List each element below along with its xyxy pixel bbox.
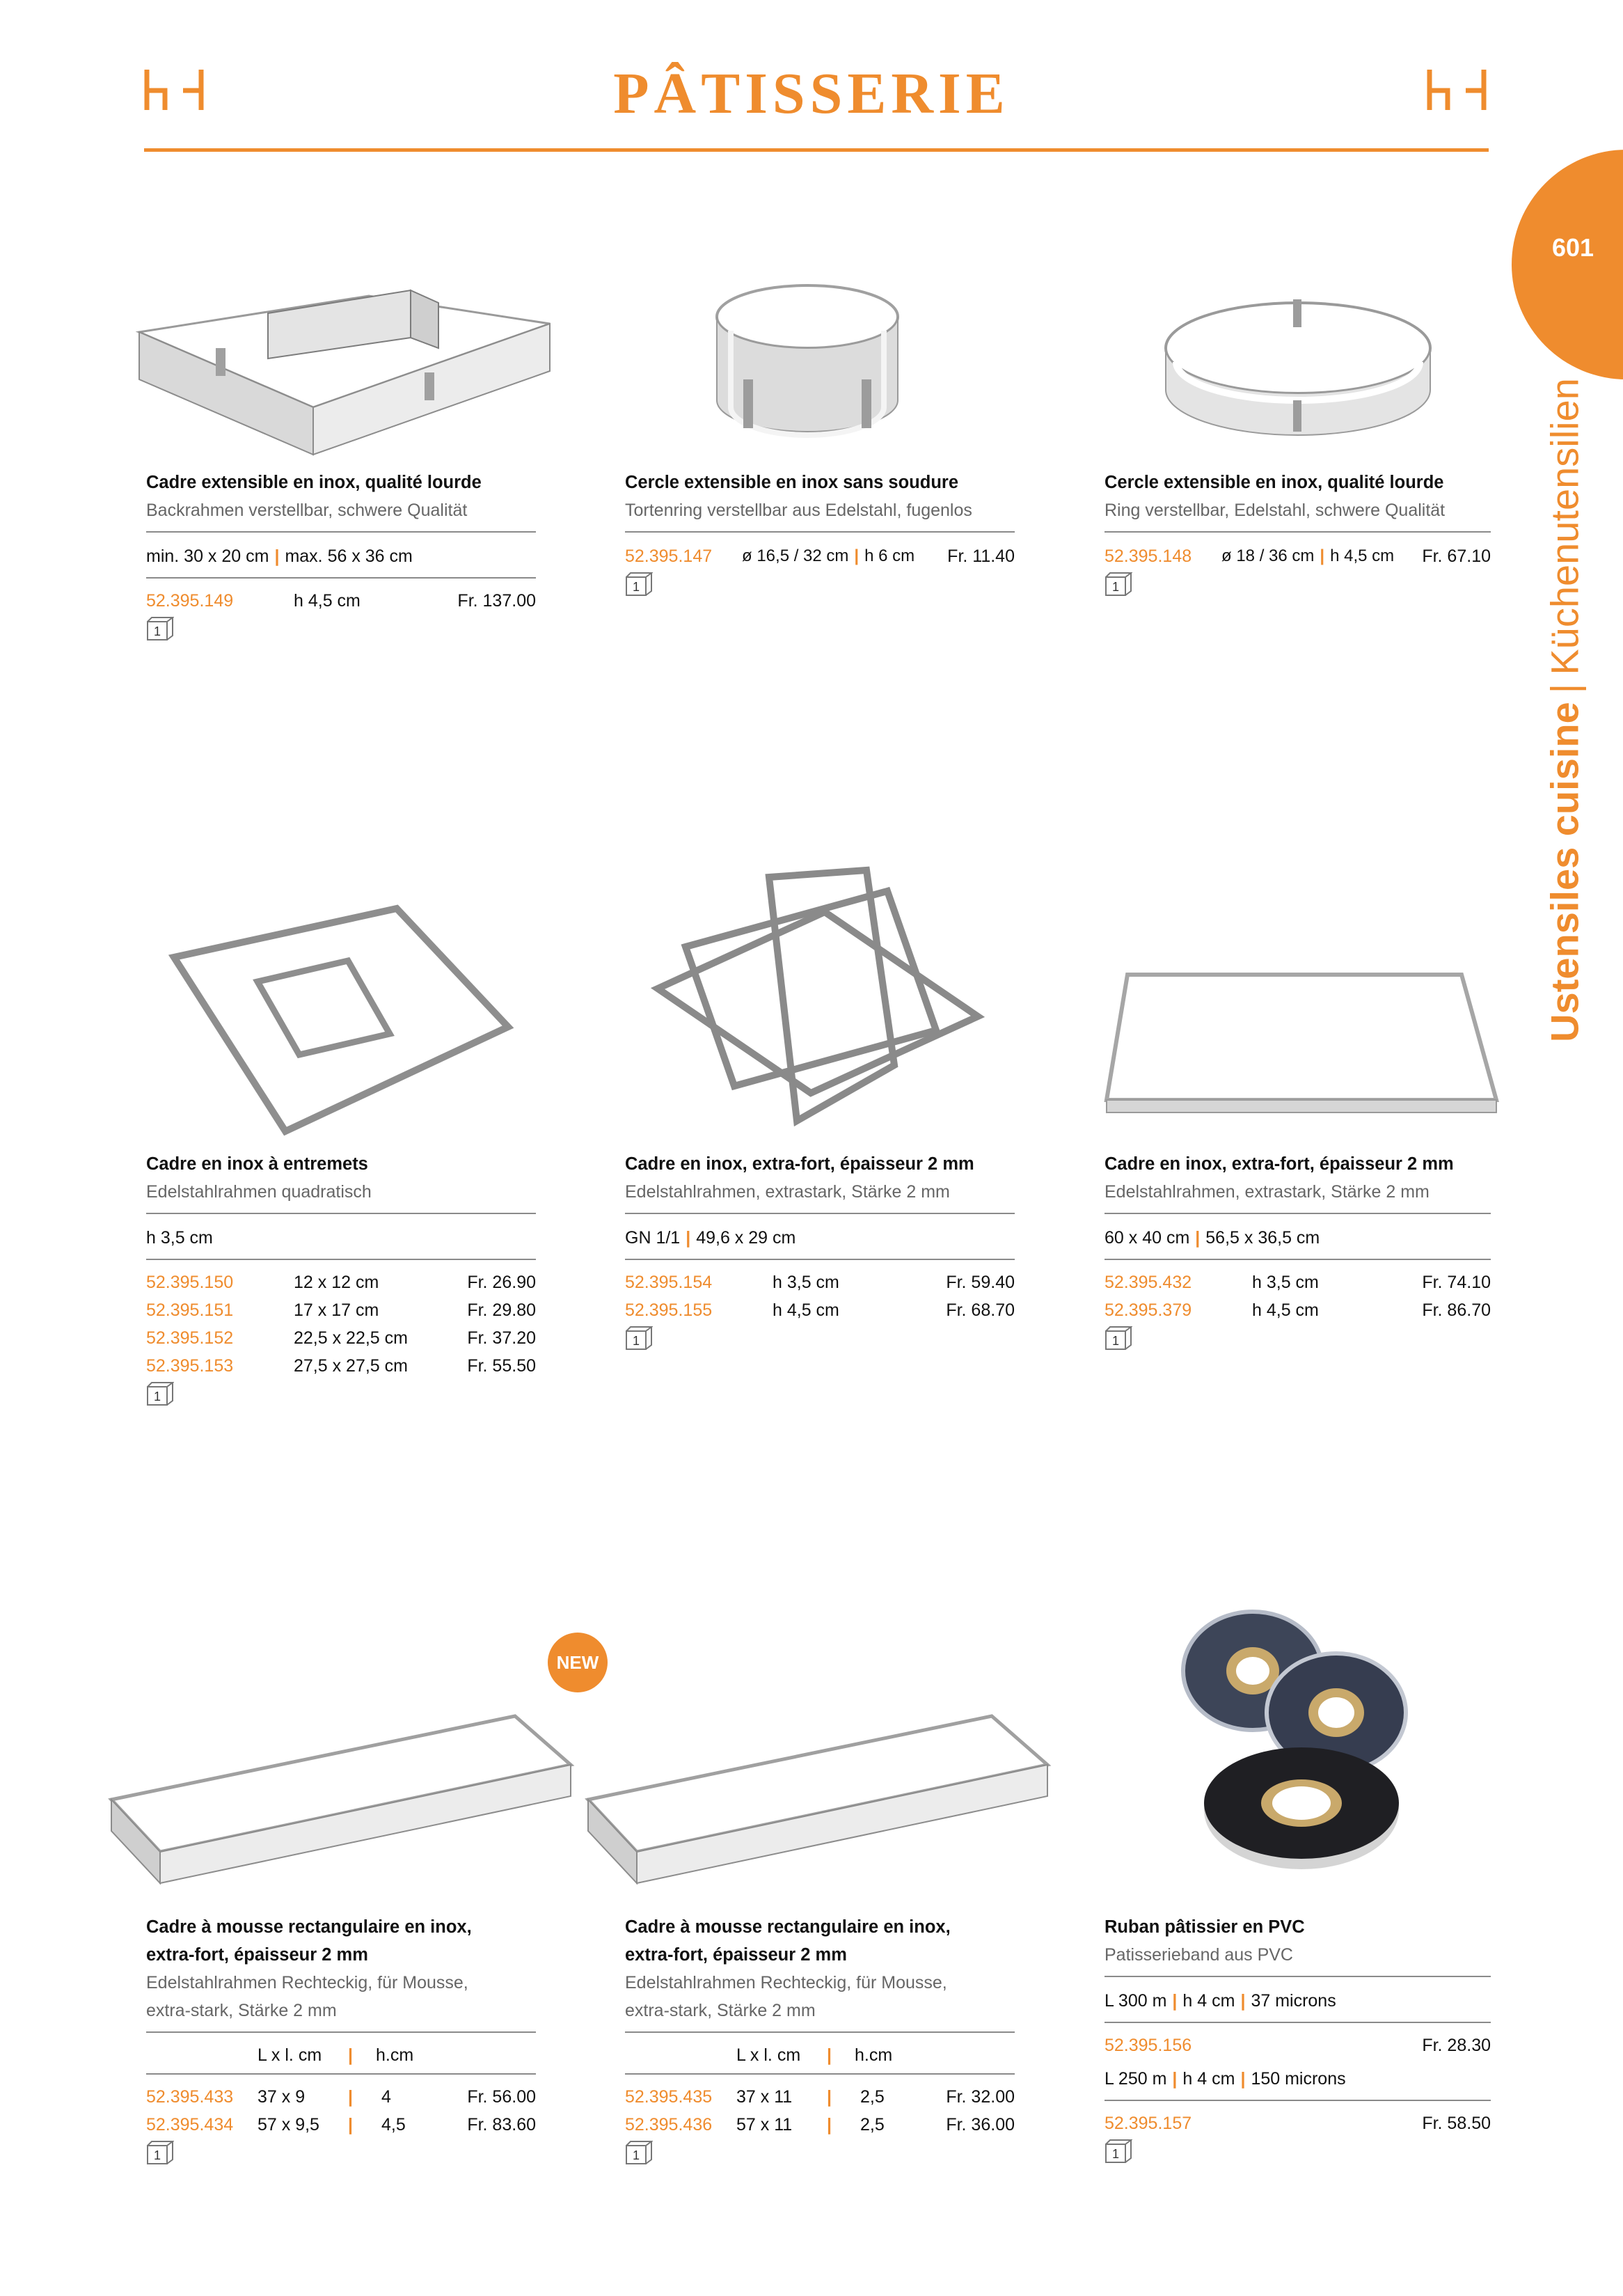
spec-height: h 4,5 cm xyxy=(1330,547,1395,565)
price-row xyxy=(1105,2031,1491,2059)
hd-logo-right xyxy=(1427,68,1489,111)
product-spec xyxy=(1221,542,1422,570)
product-image-expandable-ring xyxy=(703,275,912,456)
product-gn-frames xyxy=(625,1150,1015,1358)
product-spec xyxy=(1105,2059,1491,2093)
article-number: 52.395.433 xyxy=(146,2087,234,2107)
price-row xyxy=(625,2083,1015,2111)
height: 2,5 xyxy=(860,2115,885,2134)
product-subtitle: Edelstahlrahmen, extrastark, Stärke 2 mm xyxy=(1105,1182,1430,1202)
row-separator: | xyxy=(827,2115,832,2134)
product-title: Cadre en inox à entremets xyxy=(146,1154,368,1174)
product-mousse-frame-2 xyxy=(625,1913,1015,2172)
table-header xyxy=(146,2033,536,2069)
article-number: 52.395.147 xyxy=(625,547,713,566)
product-subtitle: Tortenring verstellbar aus Edelstahl, fugenlos xyxy=(625,501,972,520)
price-row xyxy=(1105,1296,1491,1324)
section-separator: | xyxy=(1542,683,1587,694)
spec-length: L 250 m xyxy=(1105,2069,1167,2089)
spec-height: h 6 cm xyxy=(864,547,915,565)
row-separator: | xyxy=(348,2087,353,2107)
article-number: 52.395.151 xyxy=(146,1300,234,1320)
product-subtitle: Edelstahlrahmen quadratisch xyxy=(146,1182,372,1202)
pack-unit-icon xyxy=(146,2140,173,2164)
product-subtitle: Backrahmen verstellbar, schwere Qualität xyxy=(146,501,468,520)
spec-separator: | xyxy=(854,547,860,565)
article-number: 52.395.379 xyxy=(1105,1300,1192,1320)
pack-unit-icon xyxy=(146,616,173,640)
price-row xyxy=(1105,2109,1491,2137)
article-number: 52.395.152 xyxy=(146,1328,234,1348)
price: Fr. 67.10 xyxy=(1422,547,1491,566)
article-number: 52.395.157 xyxy=(1105,2114,1192,2133)
svg-text:1: 1 xyxy=(154,1390,161,1403)
product-adjustable-frame xyxy=(146,469,536,648)
dimension: 17 x 17 cm xyxy=(294,1300,379,1320)
spec-height: h 4 cm xyxy=(1182,1991,1235,2011)
product-square-frames xyxy=(146,1150,536,1413)
svg-text:1: 1 xyxy=(633,580,640,594)
dimension: h 4,5 cm xyxy=(773,1300,839,1320)
dimension: h 4,5 cm xyxy=(1252,1300,1319,1320)
dimension: h 4,5 cm xyxy=(294,591,361,611)
product-spec xyxy=(1105,1977,1491,2015)
spec-max: max. 56 x 36 cm xyxy=(285,547,413,566)
product-image-pvc-ribbon xyxy=(1169,1601,1434,1880)
page-tab xyxy=(1512,150,1623,379)
price: Fr. 56.00 xyxy=(467,2087,536,2107)
spec-height: h 4 cm xyxy=(1182,2069,1235,2089)
price-row xyxy=(625,533,1015,570)
spec-diameter: ø 18 / 36 cm xyxy=(1221,547,1315,565)
svg-text:1: 1 xyxy=(154,624,161,638)
article-number: 52.395.149 xyxy=(146,591,234,611)
price-row xyxy=(625,1296,1015,1324)
product-title: Cadre en inox, extra-fort, épaisseur 2 mm xyxy=(625,1154,974,1174)
product-mousse-frame-1 xyxy=(146,1913,536,2172)
column-separator: | xyxy=(827,2045,832,2065)
spec-separator: | xyxy=(1172,2069,1178,2089)
dimension: h 3,5 cm xyxy=(773,1273,839,1292)
pack-unit-icon xyxy=(146,1381,173,1405)
dimension: 57 x 11 xyxy=(736,2115,793,2134)
spec-diameter: ø 16,5 / 32 cm xyxy=(742,547,849,565)
price: Fr. 37.20 xyxy=(467,1328,536,1348)
spec-separator: | xyxy=(1320,547,1325,565)
dimension: h 3,5 cm xyxy=(1252,1273,1319,1292)
price-row xyxy=(1105,533,1491,570)
product-spec xyxy=(146,533,536,570)
height: 4,5 xyxy=(381,2115,406,2134)
column-lxl: L x l. cm xyxy=(258,2045,322,2065)
price: Fr. 32.00 xyxy=(946,2087,1015,2107)
price: Fr. 26.90 xyxy=(467,1273,536,1292)
price: Fr. 11.40 xyxy=(947,547,1015,566)
height: 4 xyxy=(381,2087,391,2107)
column-height: h.cm xyxy=(376,2045,414,2065)
price-row xyxy=(146,1352,536,1380)
product-large-frame xyxy=(1105,1150,1491,1358)
spec-min: min. 30 x 20 cm xyxy=(146,547,269,566)
product-pvc-ribbon xyxy=(1105,1913,1491,2171)
spec-separator: | xyxy=(1172,1991,1178,2011)
column-separator: | xyxy=(348,2045,353,2065)
column-lxl: L x l. cm xyxy=(736,2045,801,2065)
spec-separator: | xyxy=(274,547,280,566)
article-number: 52.395.153 xyxy=(146,1356,234,1376)
product-subtitle-line-1: Edelstahlrahmen Rechteckig, für Mousse, xyxy=(625,1973,947,1992)
product-spec xyxy=(1105,1214,1491,1252)
dimension: 37 x 9 xyxy=(258,2087,306,2107)
price-row xyxy=(625,1268,1015,1296)
section-label-fr: Ustensiles cuisine xyxy=(1542,702,1587,1042)
dimension: 12 x 12 cm xyxy=(294,1273,379,1292)
product-image-large-frame xyxy=(1100,961,1503,1121)
product-subtitle: Edelstahlrahmen, extrastark, Stärke 2 mm xyxy=(625,1182,950,1202)
product-subtitle-line-2: extra-stark, Stärke 2 mm xyxy=(625,2001,816,2020)
spec-separator: | xyxy=(1240,2069,1246,2089)
article-number: 52.395.156 xyxy=(1105,2036,1192,2055)
product-image-mousse-frame-2 xyxy=(581,1702,1054,1890)
product-spec: h 3,5 cm xyxy=(146,1228,213,1248)
pack-unit-icon xyxy=(1105,1326,1131,1349)
spec-inner: 56,5 x 36,5 cm xyxy=(1205,1228,1320,1248)
price: Fr. 28.30 xyxy=(1422,2036,1491,2055)
section-label-de: Küchenutensilien xyxy=(1542,378,1587,675)
product-title-line-2: extra-fort, épaisseur 2 mm xyxy=(625,1945,847,1965)
page-title: PÂTISSERIE xyxy=(613,61,1010,126)
product-title-line-1: Cadre à mousse rectangulaire en inox, xyxy=(146,1917,472,1937)
price: Fr. 86.70 xyxy=(1422,1300,1491,1320)
price: Fr. 74.10 xyxy=(1422,1273,1491,1292)
product-spec xyxy=(742,542,947,570)
article-number: 52.395.432 xyxy=(1105,1273,1192,1292)
product-title-line-1: Cadre à mousse rectangulaire en inox, xyxy=(625,1917,951,1937)
price: Fr. 137.00 xyxy=(457,591,536,611)
header-rule xyxy=(144,148,1489,152)
svg-text:1: 1 xyxy=(1112,2147,1120,2161)
price-row xyxy=(146,587,536,615)
product-image-heavy-ring xyxy=(1155,285,1441,446)
spec-separator: | xyxy=(1240,1991,1246,2011)
pack-unit-icon xyxy=(625,572,651,595)
price-row xyxy=(146,1324,536,1352)
price: Fr. 59.40 xyxy=(946,1273,1015,1292)
product-image-gn-frames xyxy=(644,856,992,1135)
table-header xyxy=(625,2033,1015,2069)
article-number: 52.395.150 xyxy=(146,1273,234,1292)
spec-outer: 60 x 40 cm xyxy=(1105,1228,1190,1248)
pack-unit-icon xyxy=(625,2140,651,2164)
svg-text:1: 1 xyxy=(633,1334,640,1348)
spec-thickness: 150 microns xyxy=(1251,2069,1346,2089)
dimension: 27,5 x 27,5 cm xyxy=(294,1356,408,1376)
price-row xyxy=(146,2083,536,2111)
product-spec xyxy=(625,1214,1015,1252)
article-number: 52.395.435 xyxy=(625,2087,713,2107)
product-image-mousse-frame-1 xyxy=(104,1702,578,1890)
product-subtitle: Patisserieband aus PVC xyxy=(1105,1945,1293,1965)
spec-separator: | xyxy=(686,1228,691,1248)
column-height: h.cm xyxy=(855,2045,893,2065)
spec-separator: | xyxy=(1195,1228,1201,1248)
price: Fr. 83.60 xyxy=(467,2115,536,2134)
price: Fr. 55.50 xyxy=(467,1356,536,1376)
dimension: 37 x 11 xyxy=(736,2087,793,2107)
price: Fr. 36.00 xyxy=(946,2115,1015,2134)
product-heavy-ring xyxy=(1105,469,1491,604)
product-image-adjustable-frame xyxy=(132,275,557,456)
product-title-line-2: extra-fort, épaisseur 2 mm xyxy=(146,1945,368,1965)
spec-length: L 300 m xyxy=(1105,1991,1167,2011)
price: Fr. 68.70 xyxy=(946,1300,1015,1320)
height: 2,5 xyxy=(860,2087,885,2107)
dimension: 22,5 x 22,5 cm xyxy=(294,1328,408,1348)
spec-thickness: 37 microns xyxy=(1251,1991,1336,2011)
price-row xyxy=(146,1296,536,1324)
product-title: Cercle extensible en inox, qualité lourde xyxy=(1105,473,1444,492)
article-number: 52.395.155 xyxy=(625,1300,713,1320)
svg-text:1: 1 xyxy=(1112,1334,1120,1348)
price-row xyxy=(146,1268,536,1296)
dimension: 57 x 9,5 xyxy=(258,2115,319,2134)
article-number: 52.395.434 xyxy=(146,2115,234,2134)
row-separator: | xyxy=(827,2087,832,2107)
article-number: 52.395.148 xyxy=(1105,547,1192,566)
price-row xyxy=(625,2111,1015,2139)
svg-text:1: 1 xyxy=(1112,580,1120,594)
new-badge: NEW xyxy=(548,1633,608,1692)
product-image-square-frames xyxy=(167,902,515,1138)
price: Fr. 58.50 xyxy=(1422,2114,1491,2133)
product-title: Ruban pâtissier en PVC xyxy=(1105,1917,1305,1937)
svg-text:1: 1 xyxy=(633,2148,640,2162)
product-title: Cadre extensible en inox, qualité lourde xyxy=(146,473,482,492)
product-title: Cercle extensible en inox sans soudure xyxy=(625,473,959,492)
spec-size: 49,6 x 29 cm xyxy=(696,1228,796,1248)
article-number: 52.395.154 xyxy=(625,1273,713,1292)
article-number: 52.395.436 xyxy=(625,2115,713,2134)
pack-unit-icon xyxy=(1105,2139,1131,2162)
svg-text:1: 1 xyxy=(154,2148,161,2162)
pack-unit-icon xyxy=(1105,572,1131,595)
product-subtitle: Ring verstellbar, Edelstahl, schwere Qualität xyxy=(1105,501,1446,520)
product-subtitle-line-1: Edelstahlrahmen Rechteckig, für Mousse, xyxy=(146,1973,468,1992)
pack-unit-icon xyxy=(625,1326,651,1349)
page-number: 601 xyxy=(1551,233,1594,262)
product-title: Cadre en inox, extra-fort, épaisseur 2 mm xyxy=(1105,1154,1454,1174)
row-separator: | xyxy=(348,2115,353,2134)
product-expandable-ring xyxy=(625,469,1015,604)
product-subtitle-line-2: extra-stark, Stärke 2 mm xyxy=(146,2001,337,2020)
price-row xyxy=(1105,1268,1491,1296)
spec-gn: GN 1/1 xyxy=(625,1228,681,1248)
price-row xyxy=(146,2111,536,2139)
price: Fr. 29.80 xyxy=(467,1300,536,1320)
